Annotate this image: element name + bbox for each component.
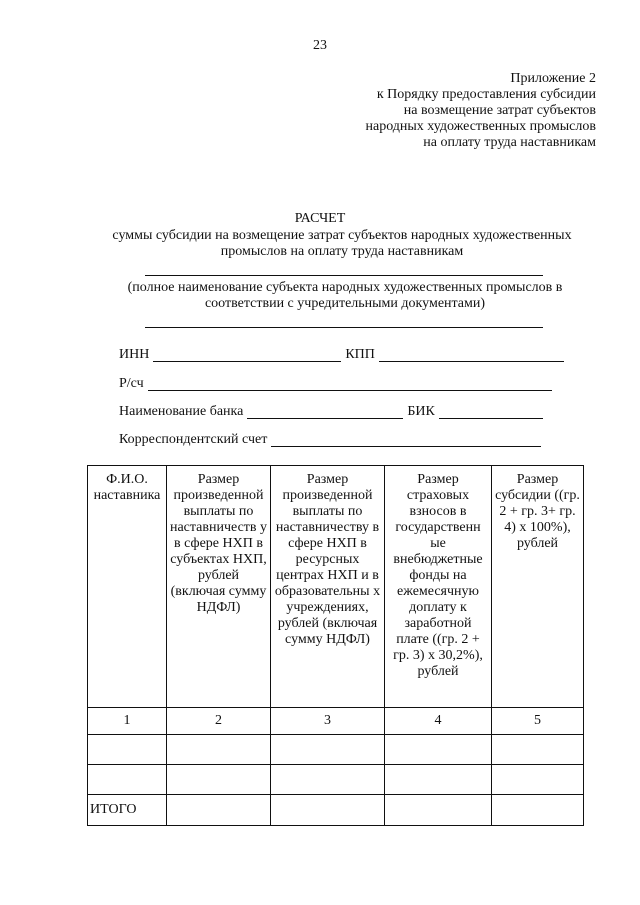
table-cell[interactable] [492, 735, 584, 765]
column-number: 5 [492, 708, 584, 735]
appendix-line: Приложение 2 [510, 71, 596, 86]
column-number: 3 [271, 708, 385, 735]
table-cell[interactable] [271, 765, 385, 795]
table-cell[interactable] [492, 765, 584, 795]
document-title: РАСЧЕТ [294, 211, 346, 226]
appendix-line: к Порядку предоставления субсидии [376, 87, 596, 102]
calculation-table [87, 465, 584, 826]
appendix-line: на оплату труда наставникам [423, 135, 596, 150]
table-row-total [88, 795, 584, 826]
table-cell[interactable] [88, 765, 167, 795]
corr-account-row [119, 432, 545, 448]
bank-label: Наименование банка [119, 404, 244, 419]
corr-account-input[interactable] [271, 434, 541, 447]
table-cell[interactable] [385, 765, 492, 795]
bank-input[interactable] [247, 406, 403, 419]
table-row-numbers [88, 708, 584, 735]
inn-kpp-row [119, 347, 568, 363]
document-subtitle: суммы субсидии на возмещение затрат субъектов народных художественных промыслов на оплату труда наставникам [112, 228, 572, 259]
bank-row [119, 404, 547, 420]
total-cell[interactable] [385, 795, 492, 826]
total-cell[interactable] [492, 795, 584, 826]
appendix-line: на возмещение затрат субъектов [403, 103, 596, 118]
column-number: 1 [88, 708, 167, 735]
header-payment-centers: Размер произведенной выплаты по наставничеству в сфере НХП в ресурсных центрах НХП и в образовательны х учреждениях, рублей (включая сумму НДФЛ) [271, 466, 385, 708]
kpp-input[interactable] [379, 349, 564, 362]
total-label: ИТОГО [88, 795, 167, 826]
column-number: 2 [167, 708, 271, 735]
header-insurance: Размер страховых взносов в государственн ые внебюджетные фонды на ежемесячную доплату к заработной плате ((гр. 2 + гр. 3) х 30,2%), рублей [385, 466, 492, 708]
account-input[interactable] [148, 378, 552, 391]
bik-label: БИК [407, 404, 435, 419]
account-label: Р/сч [119, 376, 144, 391]
table-cell[interactable] [167, 765, 271, 795]
corr-account-label: Корреспондентский счет [119, 432, 268, 447]
entity-name-line-2[interactable] [145, 327, 543, 328]
column-number: 4 [385, 708, 492, 735]
total-cell[interactable] [271, 795, 385, 826]
entity-name-line[interactable] [145, 275, 543, 276]
table-row [88, 765, 584, 795]
total-cell[interactable] [167, 795, 271, 826]
table-row [88, 735, 584, 765]
table-header-row [88, 466, 584, 708]
header-subsidy: Размер субсидии ((гр. 2 + гр. 3+ гр. 4) х 100%), рублей [492, 466, 584, 708]
table-cell[interactable] [167, 735, 271, 765]
bik-input[interactable] [439, 406, 543, 419]
header-payment-subjects: Размер произведенной выплаты по наставничеств у в сфере НХП в субъектах НХП, рублей (включая сумму НДФЛ) [167, 466, 271, 708]
table-cell[interactable] [385, 735, 492, 765]
table-cell[interactable] [271, 735, 385, 765]
entity-name-note: (полное наименование субъекта народных художественных промыслов в соответствии с учредительными документами) [127, 280, 563, 311]
page-number: 23 [313, 38, 327, 53]
account-row [119, 376, 556, 392]
inn-label: ИНН [119, 347, 150, 362]
appendix-block [266, 71, 596, 151]
kpp-label: КПП [345, 347, 375, 362]
appendix-line: народных художественных промыслов [365, 119, 596, 134]
inn-input[interactable] [153, 349, 341, 362]
header-mentor-name: Ф.И.О. наставника [88, 466, 167, 708]
table-cell[interactable] [88, 735, 167, 765]
